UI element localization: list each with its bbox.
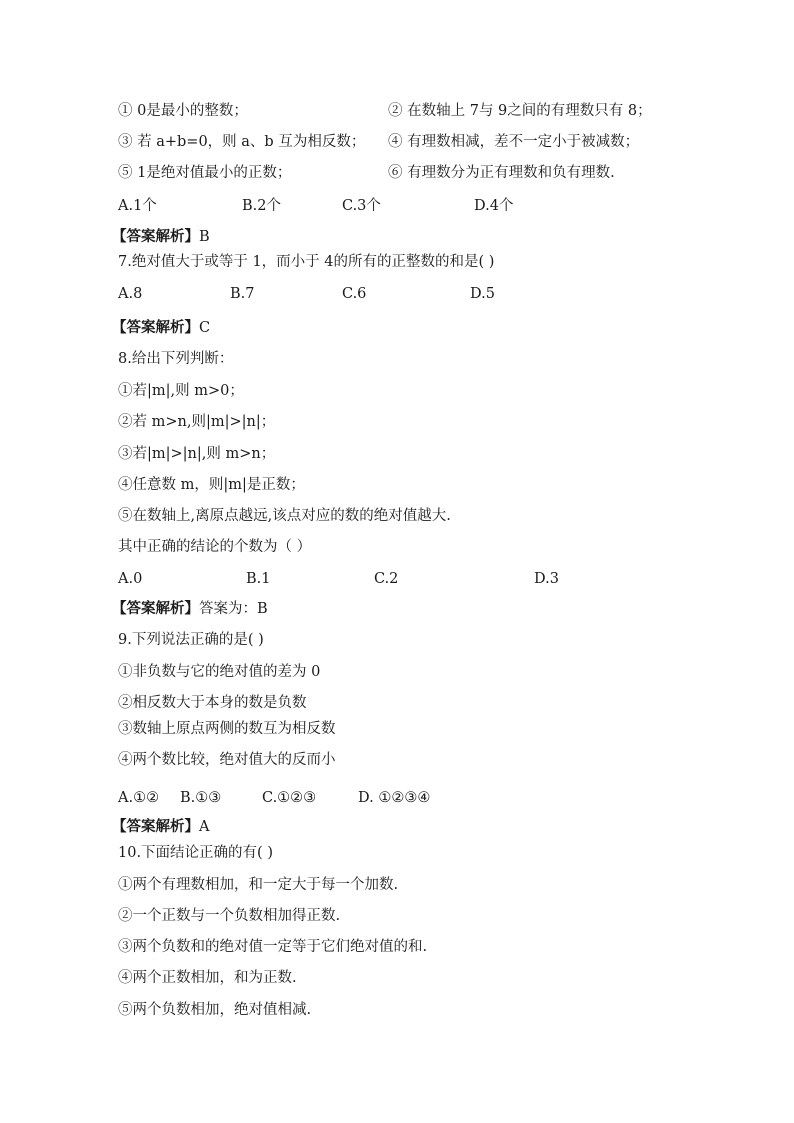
q8-item-2: ②若 m>n,则|m|>|n|； (118, 414, 276, 430)
q6-option-b: B.2个 (242, 198, 281, 214)
q8-option-b: B.1 (246, 571, 271, 587)
q7-answer-value: C (199, 320, 211, 336)
q9-item-4: ④两个数比较，绝对值大的反而小 (118, 752, 336, 768)
q10-item-5: ⑤两个负数相加，绝对值相减. (118, 1002, 312, 1018)
q6-option-c: C.3个 (342, 198, 381, 214)
q9-option-d: D. ①②③④ (358, 790, 431, 806)
q9-stem: 9.下列说法正确的是( ) (118, 632, 264, 648)
q8-answer (112, 599, 268, 619)
q9-option-a: A.①② (118, 790, 160, 806)
q9-item-1: ①非负数与它的绝对值的差为 0 (118, 664, 321, 680)
q8-option-c: C.2 (374, 571, 399, 587)
q6-item-3: ③ 若 a+b=0，则 a、b 互为相反数； (118, 134, 366, 150)
q7-option-c: C.6 (342, 286, 367, 302)
q6-item-4: ④ 有理数相减，差不一定小于被减数； (388, 134, 640, 150)
q8-item-5: ⑤在数轴上,离原点越远,该点对应的数的绝对值越大. (118, 508, 451, 524)
q10-item-2: ②一个正数与一个负数相加得正数. (118, 908, 341, 924)
q6-item-1: ① 0是最小的整数； (118, 103, 248, 119)
answer-tag: 【答案解析】 (112, 320, 199, 336)
q10-item-3: ③两个负数和的绝对值一定等于它们绝对值的和. (118, 939, 428, 955)
q6-item-6: ⑥ 有理数分为正有理数和负有理数. (388, 165, 615, 181)
q9-option-c: C.①②③ (262, 790, 317, 806)
q7-option-b: B.7 (230, 286, 255, 302)
q7-option-d: D.5 (470, 286, 495, 302)
answer-tag: 【答案解析】 (112, 819, 199, 835)
q9-answer (112, 817, 209, 837)
q10-item-4: ④两个正数相加，和为正数. (118, 970, 297, 986)
q6-option-a: A.1个 (118, 198, 157, 214)
q7-option-a: A.8 (118, 286, 143, 302)
q8-item-1: ①若|m|,则 m>0； (118, 383, 244, 399)
q7-stem: 7.绝对值大于或等于 1，而小于 4的所有的正整数的和是( ) (118, 254, 495, 270)
answer-tag: 【答案解析】 (112, 229, 199, 245)
q10-stem: 10.下面结论正确的有( ) (118, 845, 273, 861)
q6-answer (112, 227, 210, 247)
q9-answer-value: A (199, 819, 210, 835)
q9-item-2: ②相反数大于本身的数是负数 (118, 695, 307, 711)
q10-item-1: ①两个有理数相加，和一定大于每一个加数. (118, 877, 399, 893)
q9-item-3: ③数轴上原点两侧的数互为相反数 (118, 721, 336, 737)
q8-answer-value: 答案为：B (199, 601, 268, 617)
q6-item-5: ⑤ 1是绝对值最小的正数； (118, 165, 292, 181)
q8-question: 其中正确的结论的个数为（ ） (118, 539, 312, 555)
q9-option-b: B.①③ (180, 790, 222, 806)
q8-item-3: ③若|m|>|n|,则 m>n； (118, 446, 276, 462)
q8-option-a: A.0 (118, 571, 143, 587)
q8-stem: 8.给出下列判断： (118, 351, 234, 367)
q6-answer-value: B (199, 229, 210, 245)
q8-item-4: ④任意数 m，则|m|是正数； (118, 477, 305, 493)
q6-item-2: ② 在数轴上 7与 9之间的有理数只有 8； (388, 103, 652, 119)
answer-tag: 【答案解析】 (112, 601, 199, 617)
q6-row-3 (118, 163, 615, 183)
q6-row-2 (118, 132, 640, 152)
q6-option-d: D.4个 (474, 198, 514, 214)
q6-row-1 (118, 101, 652, 121)
q8-option-d: D.3 (534, 571, 559, 587)
q7-answer (112, 318, 210, 338)
